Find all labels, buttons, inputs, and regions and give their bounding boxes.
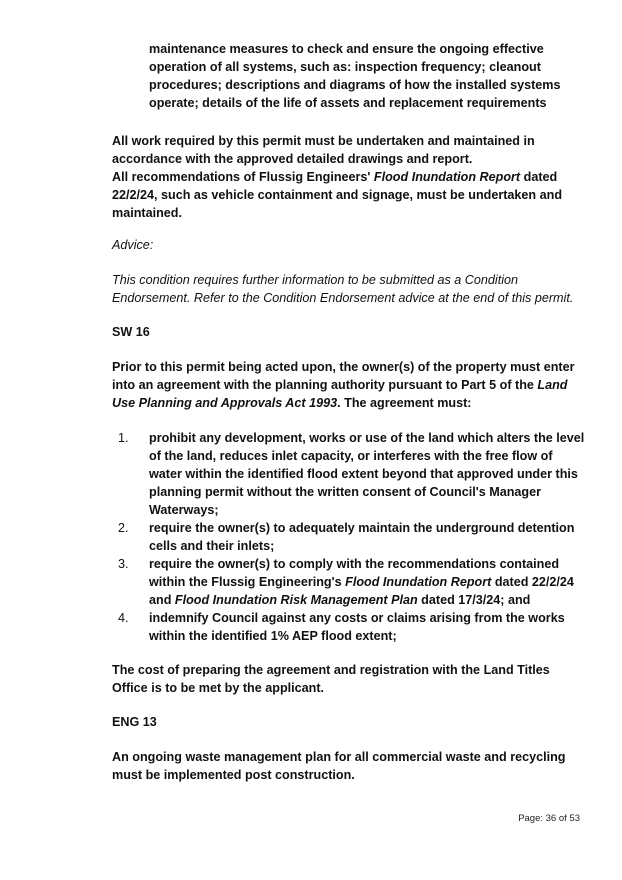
list-number: 2. [118, 521, 129, 535]
list-item [112, 555, 592, 609]
section-heading-eng13: ENG 13 [112, 715, 157, 729]
text-span: into an agreement with the planning authority pursuant to Part 5 of the [112, 378, 538, 392]
text-line: must be implemented post construction. [112, 768, 355, 782]
text-line: require the owner(s) to comply with the recommendations contained [149, 557, 560, 571]
report-title: Flood Inundation Report [345, 575, 492, 589]
text-line: Office is to be met by the applicant. [112, 681, 325, 695]
list-number: 1. [118, 431, 129, 445]
act-title: Use Planning and Approvals Act 1993 [112, 396, 338, 410]
list-item [112, 429, 592, 519]
text-line: accordance with the approved detailed drawings and report. [112, 152, 473, 166]
text-span: dated [520, 170, 558, 184]
text-span: and [149, 593, 175, 607]
text-line: An ongoing waste management plan for all commercial waste and recycling [112, 750, 566, 764]
text-line: maintained. [112, 206, 182, 220]
text-span: dated 17/3/24; and [417, 593, 531, 607]
section-heading-sw16: SW 16 [112, 325, 150, 339]
text-line: All work required by this permit must be undertaken and maintained in [112, 134, 535, 148]
text-line [149, 591, 589, 609]
text-line: The cost of preparing the agreement and registration with the Land Titles [112, 663, 550, 677]
text-line: procedures; descriptions and diagrams of how the installed systems [149, 78, 561, 92]
act-title: Land [537, 378, 568, 392]
list-number: 3. [118, 557, 129, 571]
list-item-text [149, 555, 589, 609]
advice-text [112, 271, 592, 307]
text-span: . The agreement must: [337, 396, 472, 410]
text-line: This condition requires further information to be submitted as a Condition [112, 273, 519, 287]
text-span: within the Flussig Engineering's [149, 575, 346, 589]
text-line: maintenance measures to check and ensure the ongoing effective [149, 42, 544, 56]
text-line: operation of all systems, such as: inspection frequency; cleanout [149, 60, 541, 74]
cost-paragraph [112, 661, 592, 697]
text-line: 22/2/24, such as vehicle containment and signage, must be undertaken and [112, 188, 563, 202]
plan-title: Flood Inundation Risk Management Plan [174, 593, 418, 607]
text-line: indemnify Council against any costs or claims arising from the works [149, 611, 565, 625]
text-line [112, 168, 592, 186]
list-number: 4. [118, 611, 129, 625]
text-line: Endorsement. Refer to the Condition Endorsement advice at the end of this permit. [112, 291, 574, 305]
eng13-paragraph [112, 748, 592, 784]
text-line [112, 394, 592, 412]
list-item [112, 609, 592, 645]
list-item-text [149, 519, 589, 555]
text-line [149, 573, 589, 591]
list-item-text [149, 429, 589, 519]
text-line: water within the identified flood extent beyond that approved under this [149, 467, 578, 481]
work-required-paragraph [112, 132, 592, 222]
text-line: Prior to this permit being acted upon, the owner(s) of the property must enter [112, 360, 575, 374]
text-line: require the owner(s) to adequately maintain the underground detention [149, 521, 575, 535]
text-line: planning permit without the written consent of Council's Manager [149, 485, 542, 499]
text-line: of the land, reduces inlet capacity, or interferes with the free flow of [149, 449, 553, 463]
text-line: Waterways; [149, 503, 219, 517]
text-line: cells and their inlets; [149, 539, 275, 553]
text-span: dated 22/2/24 [491, 575, 574, 589]
list-item-text [149, 609, 589, 645]
text-line: operate; details of the life of assets and replacement requirements [149, 96, 547, 110]
sw16-intro-paragraph [112, 358, 592, 412]
report-title: Flood Inundation Report [373, 170, 521, 184]
advice-label: Advice: [112, 238, 154, 252]
maintenance-measures-text [149, 40, 589, 112]
text-line [112, 376, 592, 394]
list-item [112, 519, 592, 555]
text-line: within the identified 1% AEP flood extent; [149, 629, 397, 643]
text-line: prohibit any development, works or use of the land which alters the level [149, 431, 585, 445]
page-number: Page: 36 of 53 [518, 813, 580, 824]
text-span: All recommendations of Flussig Engineers' [112, 170, 374, 184]
